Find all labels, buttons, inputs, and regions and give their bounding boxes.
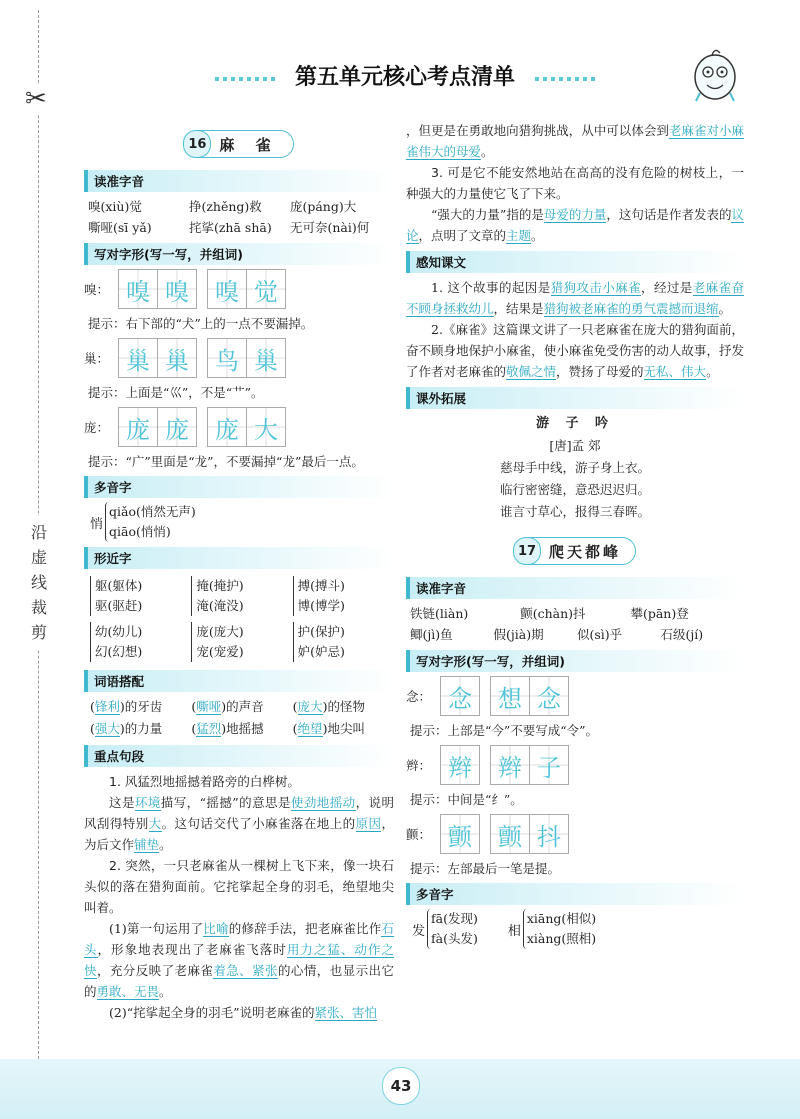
reading: fā(发现) bbox=[431, 911, 478, 926]
header-dots-right bbox=[535, 77, 595, 81]
pinyin-item: 铁链(liàn) bbox=[410, 606, 469, 621]
char-grid bbox=[207, 269, 286, 309]
answer: 无私、伟大 bbox=[643, 364, 707, 379]
char-grid bbox=[207, 338, 286, 378]
answer: 锋利 bbox=[94, 699, 120, 714]
answer: 勇敢、无畏 bbox=[96, 984, 160, 999]
reading: xiàng(照相) bbox=[526, 931, 597, 946]
write-row bbox=[84, 407, 394, 447]
section-pinyin: 读准字音 bbox=[84, 170, 394, 192]
section-similar: 形近字 bbox=[84, 547, 394, 569]
char-cell: 颤 bbox=[490, 814, 530, 854]
section-pinyin: 读准字音 bbox=[406, 577, 744, 599]
answer: 原因 bbox=[355, 816, 382, 831]
answer: 猎狗被老麻雀的勇气震撼而退缩 bbox=[543, 301, 719, 316]
answer: 庞大 bbox=[297, 699, 323, 714]
section-extension: 课外拓展 bbox=[406, 387, 744, 409]
right-column bbox=[406, 120, 744, 949]
similar-item: 幼(幼儿) bbox=[95, 624, 143, 639]
text: ，结果是 bbox=[493, 301, 544, 316]
pinyin-item: 颤(chàn)抖 bbox=[520, 606, 586, 621]
similar-item: 博(博学) bbox=[297, 598, 345, 613]
pinyin-item: 无可奈(nài)何 bbox=[289, 220, 370, 235]
text: ，经过是 bbox=[641, 280, 693, 295]
similar-item: 护(保护) bbox=[297, 624, 345, 639]
polyphone-readings bbox=[523, 909, 596, 949]
char-cell: 庞 bbox=[207, 407, 247, 447]
write-tip: 提示：上部是“今”不要写成“令”。 bbox=[410, 723, 599, 738]
similar-group bbox=[293, 576, 394, 616]
text: 。 bbox=[159, 984, 172, 999]
similar-item: 庞(庞大) bbox=[196, 624, 244, 639]
pinyin-item: 石级(jí) bbox=[660, 627, 704, 642]
char-cell: 子 bbox=[530, 745, 569, 785]
char-grid bbox=[440, 814, 480, 854]
similar-group bbox=[90, 622, 191, 662]
char-grid bbox=[490, 676, 569, 716]
text: 。 bbox=[706, 364, 719, 379]
similar-item: 驱(驱赶) bbox=[95, 598, 143, 613]
collocation-rest: 的怪物 bbox=[327, 699, 365, 714]
pinyin-item: 嗅(xiù)觉 bbox=[88, 199, 142, 214]
lesson-pill bbox=[514, 537, 636, 565]
similar-item: 掩(掩护) bbox=[196, 578, 244, 593]
page-number: 43 bbox=[382, 1067, 420, 1105]
perceive-1 bbox=[406, 277, 744, 319]
char-cell: 鸟 bbox=[207, 338, 247, 378]
text: 。 bbox=[481, 144, 494, 159]
char-grid bbox=[440, 745, 480, 785]
write-label: 颤： bbox=[406, 827, 432, 842]
answer: 用力之猛、动作之快 bbox=[84, 942, 394, 978]
char-grid bbox=[490, 814, 569, 854]
poem-line: 临行密密缝，意恐迟迟归。 bbox=[499, 482, 650, 497]
write-label: 辫： bbox=[406, 758, 432, 773]
collocation-item: (庞大)的怪物 bbox=[292, 699, 365, 714]
polyphone-char: 相 bbox=[507, 923, 521, 939]
text: 1. 这个故事的起因是 bbox=[431, 280, 551, 295]
poem-line: 谁言寸草心，报得三春晖。 bbox=[499, 504, 650, 519]
key-quote-1: 1. 风猛烈地摇撼着路旁的白桦树。 bbox=[109, 774, 300, 789]
answer: 猛烈 bbox=[196, 721, 222, 736]
answer: 敬佩之情 bbox=[506, 364, 557, 379]
poem-line: 慈母手中线，游子身上衣。 bbox=[499, 460, 650, 475]
text: ，说明风刮得特别 bbox=[84, 795, 394, 831]
cut-char: 线 bbox=[30, 573, 47, 592]
pinyin-item: 似(sì)乎 bbox=[577, 627, 623, 642]
char-grid bbox=[440, 676, 480, 716]
collocation-item: (嘶哑)的声音 bbox=[191, 699, 264, 714]
reading: xiāng(相似) bbox=[526, 911, 597, 926]
char-grid bbox=[207, 407, 286, 447]
answer: 议论 bbox=[406, 207, 744, 243]
section-write: 写对字形(写一写，并组词) bbox=[84, 243, 394, 265]
reading: qiāo(悄悄) bbox=[109, 524, 171, 539]
collocation-rest: 地尖叫 bbox=[327, 721, 365, 736]
text: 。这句话交代了小麻雀落在地上的 bbox=[161, 816, 356, 831]
similar-item: 搏(搏斗) bbox=[297, 578, 345, 593]
collocation-rest: 的力量 bbox=[124, 721, 163, 736]
section-perceive: 感知课文 bbox=[406, 251, 744, 273]
lesson-title: 麻 雀 bbox=[219, 135, 279, 154]
answer: 老麻雀奋不顾身拯救幼儿 bbox=[406, 280, 744, 316]
char-cell: 辫 bbox=[440, 745, 480, 785]
char-grid bbox=[118, 407, 197, 447]
pinyin-item: 攀(pān)登 bbox=[630, 606, 689, 621]
cut-char: 虚 bbox=[30, 548, 47, 567]
key-analysis-2-2-end bbox=[406, 120, 744, 162]
key-analysis-3 bbox=[406, 204, 744, 246]
text: (1)第一句运用了 bbox=[109, 921, 204, 936]
write-tip: 提示：右下部的“犬”上的一点不要漏掉。 bbox=[88, 316, 314, 331]
page-header bbox=[225, 60, 585, 96]
text: ，这句话是作者发表的 bbox=[606, 207, 732, 222]
key-quote-2: 2. 突然，一只老麻雀从一棵树上飞下来，像一块石头似的落在猎狗面前。它挓挲起全身的羽毛，绝望地尖叫着。 bbox=[84, 858, 394, 915]
cut-char: 沿 bbox=[30, 523, 47, 542]
write-label: 念： bbox=[406, 689, 432, 704]
polyphone-entry bbox=[508, 909, 596, 949]
text: ，但更是在勇敢地向猎狗挑战，从中可以体会到 bbox=[406, 123, 669, 138]
write-row bbox=[406, 814, 744, 854]
polyphone-list bbox=[406, 909, 744, 949]
answer: 大 bbox=[148, 816, 162, 831]
lesson-16-heading bbox=[84, 130, 394, 158]
answer: 绝望 bbox=[297, 721, 323, 736]
answer: 铺垫 bbox=[134, 837, 160, 852]
polyphone-char: 发 bbox=[412, 923, 426, 939]
similar-chars bbox=[90, 573, 394, 665]
char-cell: 嗅 bbox=[118, 269, 158, 309]
text: 这是 bbox=[109, 795, 135, 810]
text: ，赞扬了母爱的 bbox=[556, 364, 644, 379]
polyphone-char: 悄 bbox=[90, 516, 104, 532]
section-polyphone: 多音字 bbox=[84, 476, 394, 498]
char-cell: 念 bbox=[440, 676, 480, 716]
write-tip: 提示：左部最后一笔是提。 bbox=[410, 861, 561, 876]
char-cell: 巢 bbox=[247, 338, 286, 378]
section-polyphone: 多音字 bbox=[406, 883, 744, 905]
similar-item: 妒(妒忌) bbox=[297, 644, 345, 659]
answer: 强大 bbox=[94, 721, 120, 736]
text: 的修辞手法，把老麻雀比作 bbox=[228, 921, 382, 936]
text: ，为后文作 bbox=[84, 816, 394, 852]
answer: 着急、紧张 bbox=[213, 963, 278, 978]
answer: 嘶哑 bbox=[196, 699, 222, 714]
left-column bbox=[84, 116, 394, 1023]
similar-item: 幻(幻想) bbox=[95, 644, 143, 659]
char-grid bbox=[118, 338, 197, 378]
char-cell: 巢 bbox=[158, 338, 197, 378]
text: ，形象地表现出了老麻雀飞落时 bbox=[97, 942, 287, 957]
collocation-rest: 的声音 bbox=[226, 699, 264, 714]
section-collocation: 词语搭配 bbox=[84, 670, 394, 692]
char-cell: 大 bbox=[247, 407, 286, 447]
answer: 猎狗攻击小麻雀 bbox=[550, 280, 642, 295]
key-quote-3: 3. 可是它不能安然地站在高高的没有危险的树枝上，一种强大的力量使它飞了下来。 bbox=[406, 165, 744, 201]
answer: 比喻 bbox=[203, 921, 229, 936]
pinyin-list bbox=[406, 603, 744, 645]
pinyin-item: 鲫(jì)鱼 bbox=[410, 627, 453, 642]
key-analysis-2-2-start bbox=[84, 1002, 394, 1023]
lesson-number: 17 bbox=[513, 537, 541, 565]
scissors-icon: ✂ bbox=[25, 84, 47, 114]
char-cell: 抖 bbox=[530, 814, 569, 854]
write-row bbox=[406, 676, 744, 716]
char-cell: 嗅 bbox=[207, 269, 247, 309]
text: 的心情，也显示出它的 bbox=[84, 963, 394, 999]
page-title: 第五单元核心考点清单 bbox=[294, 65, 515, 90]
reading: qiǎo(悄然无声) bbox=[109, 504, 196, 519]
char-cell: 巢 bbox=[118, 338, 158, 378]
collocation-item: (锋利)的牙齿 bbox=[90, 699, 163, 714]
char-grid bbox=[118, 269, 197, 309]
reading: fà(头发) bbox=[431, 931, 478, 946]
write-tip: 提示：中间是“纟”。 bbox=[410, 792, 523, 807]
poem-author: [唐]孟 郊 bbox=[549, 438, 601, 453]
collocation-item: (强大)的力量 bbox=[90, 721, 163, 736]
text: 。 bbox=[159, 837, 172, 852]
similar-group bbox=[293, 622, 394, 662]
char-grid bbox=[490, 745, 569, 785]
write-label: 庞： bbox=[84, 420, 110, 435]
poem bbox=[406, 413, 744, 523]
cut-char: 剪 bbox=[30, 623, 47, 642]
text: 2.《麻雀》这篇课文讲了一只老麻雀在庞大的猎狗面前，奋不顾身地保护小麻雀，使小麻雀免受伤害的动人故事，抒发了作者对老麻雀的 bbox=[406, 322, 744, 379]
pinyin-item: 挓挲(zhā shā) bbox=[188, 220, 272, 235]
answer: 紧张、害怕 bbox=[314, 1005, 378, 1020]
text: ，充分反映了老麻雀 bbox=[96, 963, 214, 978]
char-cell: 颤 bbox=[440, 814, 480, 854]
similar-item: 躯(躯体) bbox=[95, 578, 143, 593]
similar-item: 宠(宠爱) bbox=[196, 644, 244, 659]
char-cell: 庞 bbox=[158, 407, 197, 447]
write-label: 嗅： bbox=[84, 282, 110, 297]
perceive-2 bbox=[406, 319, 744, 382]
write-label: 巢： bbox=[84, 351, 110, 366]
answer: 老麻雀对小麻雀伟大的母爱 bbox=[406, 123, 744, 159]
pinyin-item: 嘶哑(sī yǎ) bbox=[88, 220, 152, 235]
answer: 使劲地摇动 bbox=[290, 795, 356, 810]
similar-group bbox=[191, 622, 292, 662]
pinyin-list bbox=[84, 196, 394, 238]
char-cell: 觉 bbox=[247, 269, 286, 309]
answer: 主题 bbox=[506, 228, 532, 243]
cut-label bbox=[29, 516, 49, 649]
char-cell: 庞 bbox=[118, 407, 158, 447]
text: 。 bbox=[718, 301, 732, 316]
answer: 石头 bbox=[84, 921, 394, 957]
char-cell: 念 bbox=[530, 676, 569, 716]
polyphone-entry bbox=[412, 909, 478, 949]
collocation-rest: 的牙齿 bbox=[124, 699, 163, 714]
answer: 母爱的力量 bbox=[543, 207, 607, 222]
section-key-sentences: 重点句段 bbox=[84, 745, 394, 767]
page-footer bbox=[0, 1059, 800, 1119]
similar-group bbox=[90, 576, 191, 616]
similar-group bbox=[191, 576, 292, 616]
collocation-list bbox=[90, 696, 394, 740]
collocation-item: (猛烈)地摇撼 bbox=[191, 721, 264, 736]
text: 描写，“摇撼”的意思是 bbox=[160, 795, 291, 810]
key-analysis-2-1 bbox=[84, 918, 394, 1002]
lesson-pill bbox=[184, 130, 293, 158]
poem-title: 游 子 吟 bbox=[535, 416, 615, 431]
collocation-rest: 地摇撼 bbox=[226, 721, 264, 736]
key-analysis-1 bbox=[84, 792, 394, 855]
lesson-17-heading bbox=[406, 537, 744, 565]
pinyin-item: 假(jià)期 bbox=[493, 627, 544, 642]
text: 。 bbox=[531, 228, 544, 243]
similar-item: 淹(淹没) bbox=[196, 598, 244, 613]
answer: 环境 bbox=[134, 795, 161, 810]
text: ，点明了文章的 bbox=[418, 228, 507, 243]
pinyin-item: 庞(páng)大 bbox=[289, 199, 357, 214]
mascot-icon bbox=[690, 45, 740, 105]
polyphone-readings bbox=[427, 909, 478, 949]
text: “强大的力量”指的是 bbox=[431, 207, 544, 222]
lesson-number: 16 bbox=[183, 130, 211, 158]
char-cell: 嗅 bbox=[158, 269, 197, 309]
polyphone-readings bbox=[105, 502, 196, 542]
char-cell: 想 bbox=[490, 676, 530, 716]
write-tip: 提示：“广”里面是“龙”，不要漏掉“龙”最后一点。 bbox=[88, 454, 364, 469]
write-row bbox=[84, 338, 394, 378]
polyphone-entry bbox=[90, 502, 394, 542]
write-row bbox=[84, 269, 394, 309]
cut-char: 裁 bbox=[30, 598, 47, 617]
char-cell: 辫 bbox=[490, 745, 530, 785]
pinyin-item: 挣(zhěng)救 bbox=[188, 199, 262, 214]
write-row bbox=[406, 745, 744, 785]
lesson-title: 爬天都峰 bbox=[548, 542, 621, 561]
header-dots-left bbox=[215, 77, 275, 81]
collocation-item: (绝望)地尖叫 bbox=[292, 721, 365, 736]
section-write: 写对字形(写一写，并组词) bbox=[406, 650, 744, 672]
text: (2)“挓挲起全身的羽毛”说明老麻雀的 bbox=[109, 1005, 315, 1020]
write-tip: 提示：上面是“巛”，不是“艹”。 bbox=[88, 385, 264, 400]
